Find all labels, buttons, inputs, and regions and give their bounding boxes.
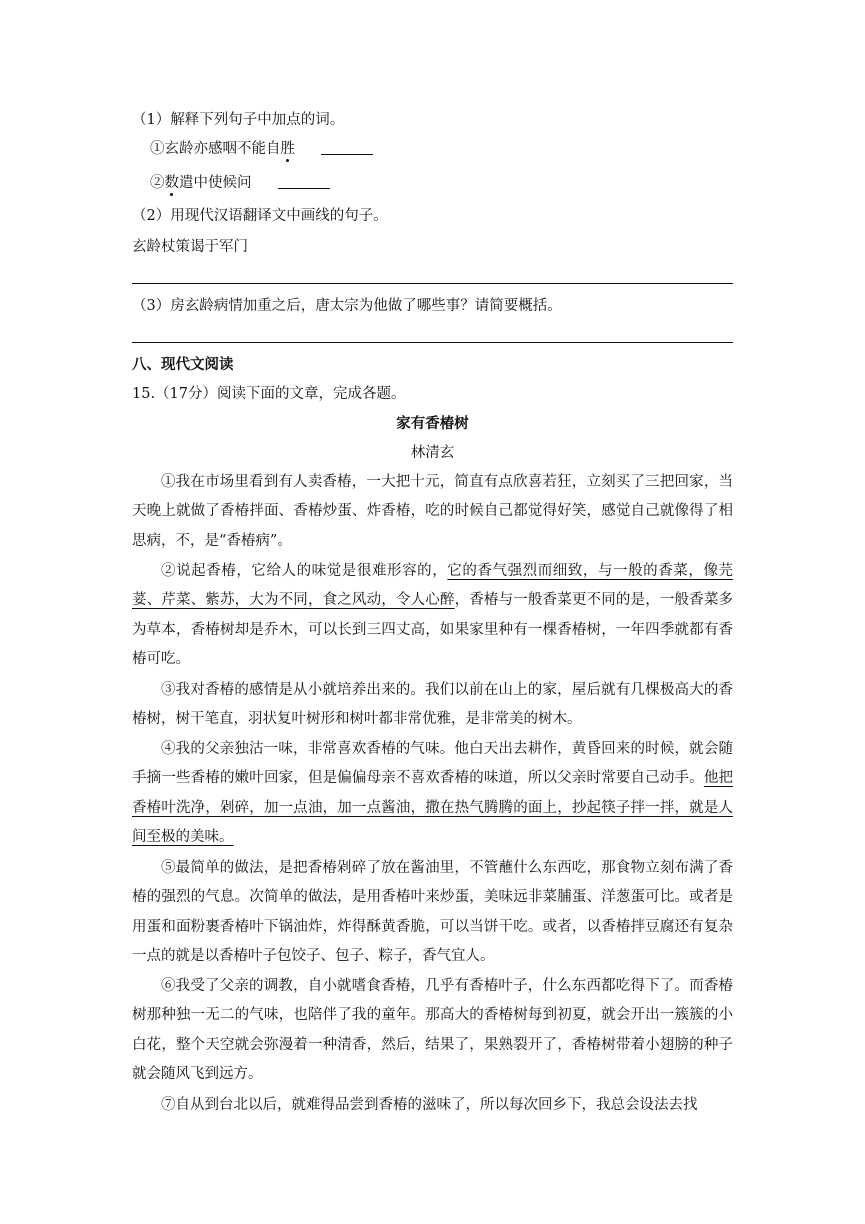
- dotted-word-2: 数: [164, 175, 179, 191]
- paragraph-2: ②说起香椿，它给人的味觉是很难形容的，它的香气强烈而细致，与一般的香菜，像芫荽、芹菜、紫苏，大为不同，食之风动，令人心醉，香椿与一般香菜更不同的是，一般香菜多为草本，香椿树却是乔木，可以长到三四丈高，如果家里种有一棵香椿树，一年四季就都有香椿可吃。: [132, 563, 734, 667]
- question-1-item-1: [150, 139, 373, 159]
- item-2-text: 遣中使候问: [179, 175, 252, 191]
- answer-blank-1[interactable]: [321, 140, 373, 155]
- paragraph-7: ⑦自从到台北以后，就难得品尝到香椿的滋味了，所以每次回乡下，我总会设法去找: [161, 1097, 698, 1113]
- question-2: （2）用现代汉语翻译文中画线的句子。: [132, 208, 388, 224]
- article-title: 家有香椿树: [396, 415, 469, 432]
- paragraph-4: ④我的父亲独沽一味，非常喜欢香椿的气味。他白天出去耕作，黄昏回来的时候，就会随手摘一些香椿的嫩叶回家，但是偏偏母亲不喜欢香椿的味道，所以父亲时常要自己动手。他把香椿叶洗净，剁碎，加一点油，加一点酱油，撒在热气腾腾的面上，抄起筷子拌一拌，就是人间至极的美味。: [132, 741, 734, 845]
- underlined-sentence-2: 他把香椿叶洗净，剁碎，加一点油，加一点酱油，撒在热气腾腾的面上，抄起筷子拌一拌，就是人间至极的美味。: [132, 770, 734, 845]
- article-author: 林清玄: [410, 445, 455, 461]
- answer-blank-2[interactable]: [278, 174, 330, 189]
- answer-line-1[interactable]: [132, 283, 733, 284]
- question-2-sentence: 玄龄杖策谒于军门: [132, 239, 248, 255]
- question-1: （1）解释下列句子中加点的词。: [132, 112, 345, 128]
- underlined-sentence-1: 它的香气强烈而细致，与一般的香菜，像芫荽、芹菜、紫苏，大为不同，食之风动，令人心醉: [132, 563, 734, 609]
- paragraph-3: ③我对香椿的感情是从小就培养出来的。我们以前在山上的家，屋后就有几棵极高大的香椿树，树干笔直，羽状复叶树形和树叶都非常优雅，是非常美的树木。: [132, 682, 733, 728]
- item-1-text: ①玄龄亦感咽不能自: [150, 141, 281, 157]
- question-15-intro: 15.（17分）阅读下面的文章，完成各题。: [132, 386, 406, 402]
- paragraph-6: ⑥我受了父亲的调教，自小就嗜食香椿，几乎有香椿叶子，什么东西都吃得下了。而香椿树那种独一无二的气味，也陪伴了我的童年。那高大的香椿树每到初夏，就会开出一簇簇的小白花，整个天空就会弥漫着一种清香，然后，结果了，果熟裂开了，香椿树带着小翅膀的种子就会随风飞到远方。: [132, 978, 733, 1082]
- question-3: （3）房玄龄病情加重之后，唐太宗为他做了哪些事？请简要概括。: [132, 298, 562, 314]
- paragraph-5: ⑤最简单的做法，是把香椿剁碎了放在酱油里，不管蘸什么东西吃，那食物立刻布满了香椿的强烈的气息。次简单的做法，是用香椿叶来炒蛋，美味远非菜脯蛋、洋葱蛋可比。或者是用蛋和面粉裹香椿叶下锅油炸，炸得酥黄香脆，可以当饼干吃。或者，以香椿拌豆腐还有复杂一点的就是以香椿叶子包饺子、包子、粽子，香气宜人。: [132, 860, 733, 964]
- section-heading: 八、现代文阅读: [132, 356, 234, 373]
- answer-line-2[interactable]: [132, 342, 733, 343]
- question-1-item-2: ②数遣中使候问: [150, 173, 330, 193]
- paragraph-1: ①我在市场里看到有人卖香椿，一大把十元，简直有点欣喜若狂，立刻买了三把回家，当天晚上就做了香椿拌面、香椿炒蛋、炸香椿，吃的时候自己都觉得好笑，感觉自己就像得了相思病，不，是“香椿病”。: [132, 474, 733, 549]
- dotted-word-1: 胜: [280, 141, 295, 157]
